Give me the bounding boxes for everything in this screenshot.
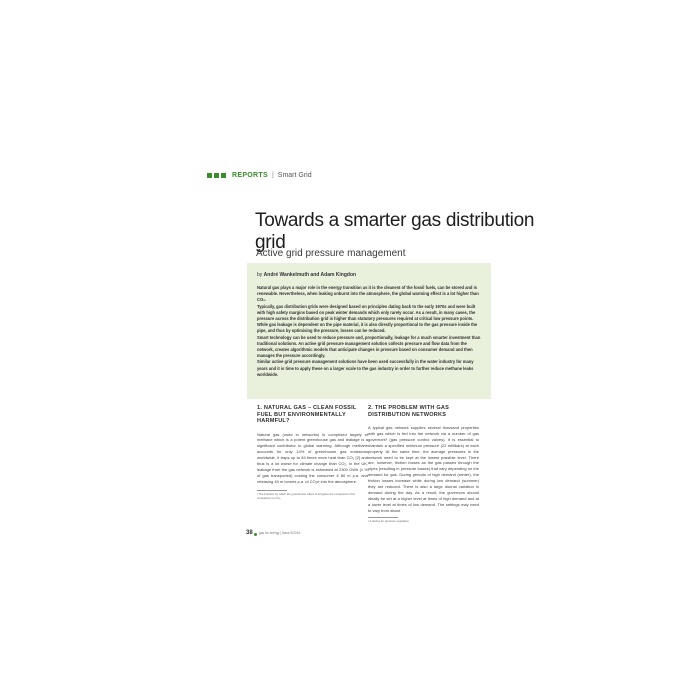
abstract-paragraph: Similar active grid pressure management solutions have been used successfully in the water industry for many years and it is time to apply these on a larger scale to the gas industry in order to further reduce methane leaks worldwide. <box>257 359 474 377</box>
column-right <box>368 405 479 514</box>
article-subtitle: Active grid pressure management <box>256 248 406 260</box>
section-header <box>207 169 312 181</box>
abstract-paragraph: Natural gas plays a major role in the energy transition as it is the cleanest of the fossil fuels, can be stored and is renewable. Nevertheless, when leaking unburnt into the atmosphere, the global warming effect is a lot higher than CO₂. <box>257 285 479 303</box>
marker-square <box>214 173 219 178</box>
marker-square <box>221 173 226 178</box>
marker-square <box>207 173 212 178</box>
byline <box>257 272 356 278</box>
authors: André Wankelmuth and Adam Kingdon <box>263 272 357 278</box>
page-dot-icon <box>254 533 257 536</box>
journal-name: gas for energy | Issue 3/2016 <box>259 531 301 535</box>
column-left <box>257 405 368 485</box>
section1-body: Natural gas (used in networks) is comprised largely of methane which is a potent greenhouse gas and leakage is a significant contributor to global warming. Although methane accounts for only 14% of greenhouse gas emissions worldwide, it traps up to 84 times more heat than CO₂ [2] and thus is a lot worse for climate change than CO₂. In the UK, leakage from the gas network is estimated at 2300 GWh (1 % of gas transported) costing the consumer £ 80 m p.a. and releasing 40 m tonnes p.a. of CO₂e into the atmosphere. <box>257 431 368 484</box>
footnote-rule-right <box>368 517 398 518</box>
section2-body: A typical gas network supplies several thousand properties with gas which is fed into the network via a number of gas governors¹ (gas pressure control valves). It is essential to maintain a specified minimum pressure (22 millibars) at each property. At the same time, the average pressures in the network need to be kept at the lowest possible level. There are, however, friction losses as the gas passes through the pipes (resulting in pressure losses) that vary depending on the demand for gas. During periods of high demand (winter), the friction losses increase while during low demand (summer) they are reduced. There is also a large diurnal variation in demand during the day. As a result, the governors should ideally be set at a higher level at times of high demand and at a lower level at times of low demand. The settings may need to vary from about <box>368 425 479 513</box>
abstract-paragraph: Smart technology can be used to reduce pressure and, proportionally, leakage for a much smarter investment than traditional solutions. An active grid pressure management solution collects pressure and flow data from the network, creates algorithmic models that anticipate changes in pressure based on consumer demand and then manages the pressure accordingly. <box>257 334 481 359</box>
footnote-left: ¹ The Fraction by which the greenhouse effect of all gases are compared in this comparison to CO₂ <box>257 492 355 500</box>
section2-heading: 2. THE PROBLEM WITH GAS DISTRIBUTION NETWORKS <box>368 405 450 418</box>
abstract-paragraph: Typically, gas distribution grids were designed based on principles dating back to the early 1970s and were built with high safety margins based on peak winter demands which only rarely occur. As a result, in many cases, the pressure across the distribution grid is higher than statutory pressures required at critical low pressure points. While gas leakage is dependent on the pipe material, it is also directly proportional to the gas pressure inside the pipe, and thus by optimising the pressure, losses can be reduced. <box>257 303 478 334</box>
footnote-rule-left <box>257 490 287 491</box>
footnote-right: ¹ A device for pressure regulation <box>368 519 409 523</box>
abstract-box <box>247 263 491 399</box>
section-topic: Smart Grid <box>277 171 312 179</box>
byline-prefix: by <box>257 272 263 278</box>
section1-heading: 1. NATURAL GAS – CLEAN FOSSIL FUEL BUT ENVIRONMENTALLY HARMFUL? <box>257 405 357 424</box>
section-marker-squares <box>207 173 226 178</box>
article-title: Towards a smarter gas distribution grid <box>255 209 535 253</box>
abstract-text <box>257 285 481 378</box>
page-number: 38 <box>246 530 253 536</box>
section-label: REPORTS <box>232 171 268 179</box>
section-separator: | <box>271 171 274 179</box>
